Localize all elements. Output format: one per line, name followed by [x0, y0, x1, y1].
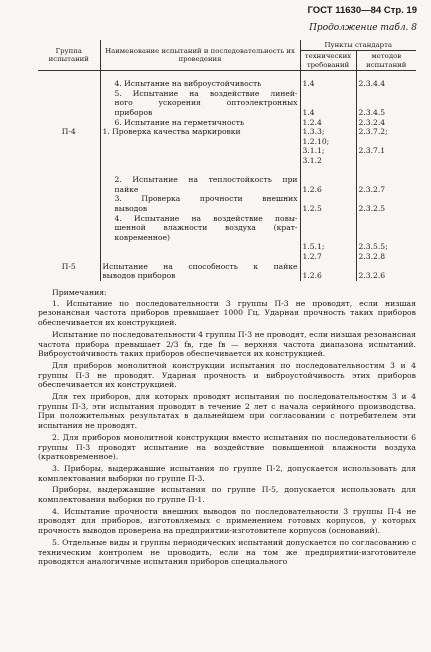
cell-group	[38, 175, 100, 185]
cell-test-name-text: 4. Испытание на виброустойчивость	[114, 79, 262, 89]
cell-group	[38, 146, 100, 156]
cell-group	[38, 214, 100, 224]
cell-method-point	[356, 89, 416, 99]
cell-test-name-text: 3. Проверка прочности внешних	[114, 194, 298, 204]
notes-title: Примечания:	[52, 288, 107, 297]
cell-test-name	[100, 98, 300, 108]
note-paragraph: 1. Испытание по последовательности 3 группы П-3 не проводят, если низшая резонансная частота приборов превышает 1000 Гц. Ударная прочность таких приборов обеспечивается их конструкцией.	[38, 298, 416, 328]
cell-test-name	[100, 137, 300, 147]
cell-group-text	[40, 79, 98, 89]
cell-test-name	[100, 71, 300, 89]
col-header-group: Группа испытаний	[38, 40, 100, 71]
cell-group-text	[40, 223, 98, 233]
cell-test-name-text	[103, 156, 298, 166]
cell-test-name-text	[103, 137, 298, 147]
table-row	[38, 146, 416, 156]
cell-method-point	[356, 166, 416, 176]
note-paragraph: Для тех приборов, для которых проводят испытания по последовательностям 3 и 4 группы П-3, эти испытания проводят в течение 2 лет с начала серийного производства. При положительных результатах в дальнейшем при согласовании с потребителем эти испытания не проводят.	[38, 392, 416, 431]
cell-tech-point	[300, 185, 356, 195]
cell-method-point-text: 2.3.4.4	[358, 79, 386, 89]
cell-tech-point-text	[303, 262, 354, 272]
cell-group-text	[40, 194, 98, 204]
cell-group-text: П-4	[61, 127, 76, 137]
table-row	[38, 98, 416, 108]
table-row	[38, 118, 416, 128]
table-row	[38, 194, 416, 204]
cell-method-point-text: 2.3.7.1	[358, 146, 386, 156]
cell-method-point-text	[359, 194, 415, 204]
cell-test-name	[100, 194, 300, 204]
col-header-tech: технических требований	[300, 51, 356, 71]
cell-group	[38, 271, 100, 281]
table-row	[38, 175, 416, 185]
cell-method-point-text	[359, 262, 415, 272]
cell-group-text	[40, 137, 98, 147]
cell-test-name	[100, 185, 300, 195]
cell-method-point-text	[359, 166, 415, 176]
cell-test-name	[100, 166, 300, 176]
cell-group	[38, 137, 100, 147]
cell-group-text	[40, 204, 98, 214]
cell-test-name-text: Испытание на способность к пайке	[102, 261, 298, 271]
cell-method-point	[356, 127, 416, 137]
cell-group	[38, 233, 100, 243]
cell-test-name-text	[103, 252, 298, 262]
cell-group-text	[40, 214, 98, 224]
cell-group-text	[40, 166, 98, 176]
cell-method-point	[356, 108, 416, 118]
cell-group	[38, 156, 100, 166]
cell-test-name	[100, 223, 300, 233]
cell-test-name	[100, 214, 300, 224]
cell-method-point-text: 2.3.2.4	[358, 117, 386, 127]
cell-tech-point	[300, 214, 356, 224]
cell-group	[38, 204, 100, 214]
cell-method-point-text	[359, 137, 415, 147]
table-row	[38, 223, 416, 233]
cell-method-point	[356, 156, 416, 166]
note-paragraph: 4. Испытание прочности внешних выводов по последовательности 3 группы П-4 не проводят для приборов, изготовляемых с применением готовых корпусов, у которых прочность выводов проверена на предприятии-изготовителе корпусов (оснований).	[38, 506, 416, 536]
table-row	[38, 262, 416, 272]
table-row	[38, 108, 416, 118]
cell-group-text: П-5	[61, 261, 76, 271]
cell-method-point	[356, 146, 416, 156]
page-header-standard: ГОСТ 11630—84 Стр. 19	[307, 5, 417, 16]
cell-tech-point-text	[303, 223, 354, 233]
table-row	[38, 233, 416, 243]
cell-tech-point	[300, 166, 356, 176]
cell-tech-point	[300, 262, 356, 272]
cell-method-point	[356, 271, 416, 281]
cell-test-name-text: 6. Испытание на герметичность	[114, 117, 245, 127]
cell-method-point	[356, 118, 416, 128]
cell-tech-point-text	[303, 194, 354, 204]
cell-test-name-text: 5. Испытание на воздействие линей-	[114, 88, 298, 98]
cell-test-name-text: ковременное)	[114, 232, 170, 242]
table-row	[38, 185, 416, 195]
cell-method-point-text	[359, 98, 415, 108]
cell-test-name	[100, 89, 300, 99]
table-continuation-label: Продолжение табл. 8	[309, 23, 417, 33]
cell-test-name	[100, 108, 300, 118]
cell-group	[38, 262, 100, 272]
cell-method-point	[356, 71, 416, 89]
cell-method-point-text	[359, 233, 415, 243]
notes-section	[38, 288, 416, 569]
cell-group-text	[40, 242, 98, 252]
cell-method-point	[356, 233, 416, 243]
table-row	[38, 156, 416, 166]
cell-group	[38, 118, 100, 128]
cell-tech-point	[300, 89, 356, 99]
cell-tech-point-text: 1.3.3;	[302, 127, 325, 137]
cell-method-point-text	[359, 156, 415, 166]
cell-tech-point	[300, 71, 356, 89]
table-row	[38, 166, 416, 176]
note-paragraph: 3. Приборы, выдержавшие испытания по группе П-2, допускается использовать для комплектования выборки по группе П-3.	[38, 463, 416, 483]
cell-test-name	[100, 127, 300, 137]
cell-tech-point	[300, 108, 356, 118]
table-row	[38, 89, 416, 99]
cell-group-text	[40, 98, 98, 108]
cell-method-point	[356, 98, 416, 108]
cell-tech-point	[300, 146, 356, 156]
cell-test-name	[100, 118, 300, 128]
note-paragraph: Испытание по последовательности 4 группы П-3 не проводят, если низшая резонансная частота прибора превышает 2/3 fв, где fв — верхняя частота диапазона испытаний. Виброустойчивость таких приборов обеспечивается их конструкцией.	[38, 329, 416, 359]
cell-tech-point-text: 1.2.6	[302, 184, 322, 194]
cell-group	[38, 89, 100, 99]
cell-group	[38, 252, 100, 262]
cell-group	[38, 127, 100, 137]
cell-test-name	[100, 233, 300, 243]
cell-tech-point-text	[303, 214, 354, 224]
cell-tech-point-text	[303, 98, 354, 108]
cell-tech-point	[300, 127, 356, 137]
cell-test-name-text: ного ускорения оптоэлектронных	[114, 98, 298, 108]
cell-test-name-text: 4. Испытание на воздействие повы-	[114, 213, 298, 223]
cell-tech-point-text: 1.2.10;	[302, 136, 330, 146]
cell-tech-point	[300, 118, 356, 128]
cell-tech-point	[300, 252, 356, 262]
cell-method-point	[356, 175, 416, 185]
cell-group-text	[40, 233, 98, 243]
cell-test-name	[100, 271, 300, 281]
cell-method-point	[356, 223, 416, 233]
note-paragraph: 2. Для приборов монолитной конструкции вместо испытания по последовательности 6 группы П-3 проводят испытание на воздействие повышенной влажности воздуха (кратковременное).	[38, 432, 416, 462]
cell-test-name	[100, 204, 300, 214]
cell-method-point	[356, 204, 416, 214]
cell-tech-point	[300, 175, 356, 185]
cell-tech-point	[300, 271, 356, 281]
cell-tech-point-text	[303, 166, 354, 176]
cell-method-point-text: 2.3.2.6	[358, 271, 386, 281]
note-paragraph: 5. Отдельные виды и группы периодических испытаний допускается по согласованию с техническим контролем не проводить, если на том же предприятии-изготовителе проводятся аналогичные испытания приборов специального	[38, 537, 416, 567]
col-header-points: Пункты стандарта	[300, 40, 416, 51]
cell-test-name	[100, 262, 300, 272]
cell-test-name-text: приборов	[114, 108, 153, 117]
cell-method-point	[356, 252, 416, 262]
cell-group	[38, 166, 100, 176]
cell-test-name-text: 2. Испытание на теплостойкость при	[114, 175, 298, 185]
cell-group-text	[40, 252, 98, 262]
table-row	[38, 252, 416, 262]
cell-test-name-text: 1. Проверка качества маркировки	[102, 127, 241, 137]
cell-tech-point	[300, 204, 356, 214]
cell-method-point	[356, 137, 416, 147]
table-body	[38, 71, 416, 281]
cell-tech-point-text	[303, 89, 354, 99]
note-paragraph: Для приборов монолитной конструкции испытания по последовательностям 3 и 4 группы П-3 не проводят. Ударная прочность и виброустойчивость этих приборов обеспечивается их конструкцией.	[38, 360, 416, 390]
cell-method-point-text: 2.3.2.8	[358, 251, 386, 261]
cell-method-point-text: 2.3.2.5	[358, 203, 386, 213]
cell-method-point	[356, 262, 416, 272]
cell-tech-point-text: 1.5.1;	[302, 242, 325, 252]
cell-group-text	[40, 146, 98, 156]
cell-tech-point-text: 3.1.2	[302, 155, 322, 165]
cell-tech-point	[300, 137, 356, 147]
cell-group	[38, 242, 100, 252]
cell-tech-point	[300, 242, 356, 252]
cell-tech-point-text: 1.2.5	[302, 203, 322, 213]
table-row	[38, 137, 416, 147]
cell-method-point-text: 2.3.2.7	[358, 184, 386, 194]
cell-method-point	[356, 185, 416, 195]
cell-tech-point	[300, 233, 356, 243]
cell-test-name-text: шенной влажности воздуха (крат-	[114, 223, 298, 233]
cell-method-point	[356, 214, 416, 224]
cell-method-point-text	[359, 89, 415, 99]
cell-group	[38, 223, 100, 233]
cell-method-point-text: 2.3.5.5;	[358, 242, 388, 252]
cell-group	[38, 71, 100, 89]
cell-tech-point-text: 1.4	[302, 108, 315, 117]
table-row	[38, 242, 416, 252]
cell-test-name	[100, 146, 300, 156]
cell-tech-point	[300, 156, 356, 166]
notes-paragraphs	[38, 299, 416, 567]
col-header-methods: методов испытаний	[356, 51, 416, 71]
table-row	[38, 271, 416, 281]
cell-tech-point-text: 3.1.1;	[302, 146, 325, 156]
cell-tech-point-text	[303, 233, 354, 243]
cell-group-text	[40, 175, 98, 185]
table-row	[38, 204, 416, 214]
cell-method-point-text	[359, 214, 415, 224]
cell-tech-point-text: 1.2.4	[302, 117, 322, 127]
cell-group	[38, 108, 100, 118]
table-row	[38, 214, 416, 224]
cell-method-point-text: 2.3.4.5	[358, 108, 386, 117]
cell-test-name-text: выводов приборов	[102, 271, 176, 281]
cell-group	[38, 98, 100, 108]
cell-method-point-text	[359, 223, 415, 233]
cell-method-point	[356, 242, 416, 252]
cell-tech-point	[300, 194, 356, 204]
cell-tech-point-text: 1.2.6	[302, 271, 322, 281]
cell-group	[38, 185, 100, 195]
cell-method-point-text: 2.3.7.2;	[358, 127, 388, 137]
table-row	[38, 127, 416, 137]
cell-tech-point-text: 1.4	[302, 79, 315, 89]
cell-test-name	[100, 175, 300, 185]
table-row	[38, 71, 416, 89]
test-table	[38, 40, 416, 281]
cell-test-name	[100, 252, 300, 262]
cell-tech-point	[300, 223, 356, 233]
cell-test-name-text: пайке	[114, 184, 139, 194]
cell-test-name	[100, 242, 300, 252]
cell-tech-point-text: 1.2.7	[302, 251, 322, 261]
cell-group-text	[40, 89, 98, 99]
cell-test-name	[100, 156, 300, 166]
col-header-name: Наименование испытаний и последовательность их проведения	[100, 40, 300, 71]
cell-group	[38, 194, 100, 204]
cell-tech-point	[300, 98, 356, 108]
cell-method-point	[356, 194, 416, 204]
cell-group-text	[40, 118, 98, 128]
cell-group-text	[40, 156, 98, 166]
cell-test-name-text	[103, 146, 298, 156]
cell-tech-point-text	[303, 175, 354, 185]
cell-test-name-text: выводов	[114, 203, 148, 213]
cell-test-name-text	[103, 242, 298, 252]
cell-group-text	[40, 185, 98, 195]
cell-group-text	[40, 271, 98, 281]
cell-group-text	[40, 108, 98, 118]
note-paragraph: Приборы, выдержавшие испытания по группе П-5, допускается использовать для комплектования выборки по группе П-1.	[38, 485, 416, 505]
cell-method-point-text	[359, 175, 415, 185]
cell-test-name-text	[103, 166, 298, 176]
